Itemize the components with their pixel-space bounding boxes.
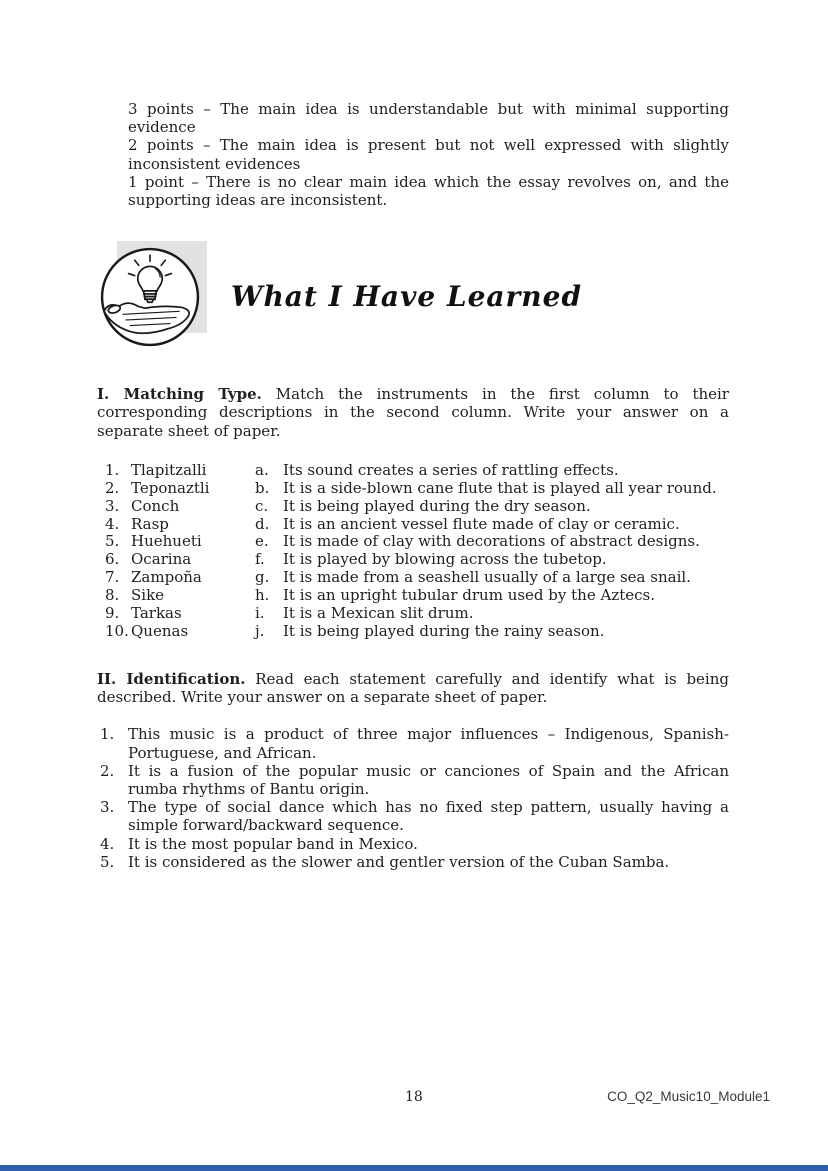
- matching-type-intro: [97, 385, 729, 440]
- instrument-label: Tarkas: [131, 604, 182, 623]
- description-row: [255, 480, 717, 498]
- description-text: Its sound creates a series of rattling effects.: [283, 460, 619, 479]
- description-row: [255, 516, 717, 534]
- description-text: It is made from a seashell usually of a large sea snail.: [283, 568, 691, 587]
- identification-instructions: Read each statement carefully and identify what is being described. Write your answer on a separate sheet of paper.: [97, 669, 729, 707]
- description-text: It is being played during the rainy season.: [283, 621, 605, 640]
- instrument-number: 8.: [105, 586, 120, 605]
- scoring-rubric: [128, 100, 729, 209]
- description-letter: a.: [255, 460, 269, 479]
- identification-list: [97, 725, 729, 871]
- rubric-line-3-points: 3 points – The main idea is understandable but with minimal supporting evidence: [128, 100, 729, 137]
- section-heading-what-i-have-learned: What I Have Learned: [231, 279, 583, 313]
- instrument-label: Ocarina: [131, 550, 192, 569]
- description-row: [255, 569, 717, 587]
- what-i-have-learned-header: [97, 241, 729, 351]
- page-number: 18: [405, 1089, 423, 1105]
- instrument-row: [105, 587, 255, 605]
- description-row: [255, 462, 717, 480]
- description-text: It is made of clay with decorations of abstract designs.: [283, 532, 700, 551]
- item-number: 5.: [100, 852, 115, 871]
- matching-type-title: I. Matching Type.: [97, 385, 262, 404]
- description-row: [255, 551, 717, 569]
- instrument-number: 4.: [105, 514, 120, 533]
- descriptions-column: [255, 462, 717, 641]
- instrument-number: 5.: [105, 532, 120, 551]
- identification-item: [100, 725, 729, 761]
- instrument-label: Huehueti: [131, 532, 202, 551]
- bottom-accent-bar: [0, 1165, 828, 1171]
- description-letter: b.: [255, 478, 270, 497]
- module-code: CO_Q2_Music10_Module1: [607, 1089, 770, 1104]
- description-row: [255, 498, 717, 516]
- instruments-column: [105, 462, 255, 641]
- instrument-label: Sike: [131, 586, 165, 605]
- instrument-number: 3.: [105, 496, 120, 515]
- instrument-label: Conch: [131, 496, 180, 515]
- instrument-label: Rasp: [131, 514, 169, 533]
- page-footer: [97, 1089, 770, 1109]
- description-letter: f.: [255, 550, 265, 569]
- description-letter: d.: [255, 514, 270, 533]
- item-number: 2.: [100, 761, 115, 780]
- description-row: [255, 623, 717, 641]
- instrument-number: 1.: [105, 460, 120, 479]
- item-text: It is a fusion of the popular music or canciones of Spain and the African rumba rhythms of Bantu origin.: [128, 761, 729, 798]
- item-text: It is the most popular band in Mexico.: [128, 834, 418, 853]
- lightbulb-in-hand-graphic: [99, 246, 201, 348]
- item-text: It is considered as the slower and gentler version of the Cuban Samba.: [128, 852, 670, 871]
- rubric-line-2-points: 2 points – The main idea is present but not well expressed with slightly inconsistent evidences: [128, 136, 729, 173]
- item-number: 3.: [100, 798, 115, 817]
- description-text: It is an ancient vessel flute made of clay or ceramic.: [283, 514, 680, 533]
- matching-type-instructions: Match the instruments in the first column to their corresponding descriptions in the second column. Write your answer on a separate sheet of paper.: [97, 385, 729, 440]
- description-letter: g.: [255, 568, 270, 587]
- instrument-label: Quenas: [131, 621, 189, 640]
- item-text: The type of social dance which has no fixed step pattern, usually having a simple forward/backward sequence.: [128, 798, 729, 835]
- description-text: It is a Mexican slit drum.: [283, 604, 474, 623]
- item-number: 4.: [100, 834, 115, 853]
- instrument-row: [105, 498, 255, 516]
- item-text: This music is a product of three major influences – Indigenous, Spanish-Portuguese, and African.: [128, 725, 729, 762]
- instrument-label: Tlapitzalli: [131, 460, 207, 479]
- description-letter: e.: [255, 532, 269, 551]
- description-row: [255, 605, 717, 623]
- instrument-row: [105, 462, 255, 480]
- identification-item: [100, 798, 729, 834]
- instrument-row: [105, 623, 255, 641]
- instrument-number: 9.: [105, 604, 120, 623]
- instrument-number: 2.: [105, 478, 120, 497]
- identification-item: [100, 835, 729, 853]
- instrument-number: 7.: [105, 568, 120, 587]
- description-letter: c.: [255, 496, 269, 515]
- description-letter: h.: [255, 586, 270, 605]
- instrument-row: [105, 480, 255, 498]
- description-text: It is a side-blown cane flute that is played all year round.: [283, 478, 717, 497]
- rubric-line-1-point: 1 point – There is no clear main idea which the essay revolves on, and the supporting ideas are inconsistent.: [128, 172, 729, 210]
- description-row: [255, 533, 717, 551]
- description-letter: i.: [255, 604, 265, 623]
- description-letter: j.: [255, 621, 265, 640]
- identification-item: [100, 853, 729, 871]
- identification-intro: [97, 670, 729, 706]
- identification-title: II. Identification.: [97, 669, 246, 688]
- instrument-label: Zampoña: [131, 568, 202, 587]
- instrument-row: [105, 569, 255, 587]
- description-text: It is an upright tubular drum used by the Aztecs.: [283, 586, 655, 605]
- instrument-label: Teponaztli: [131, 478, 210, 497]
- lightbulb-in-hand-icon: [97, 241, 213, 351]
- item-number: 1.: [100, 725, 115, 744]
- instrument-number: 6.: [105, 550, 120, 569]
- description-text: It is being played during the dry season.: [283, 496, 591, 515]
- matching-columns: [105, 462, 729, 641]
- instrument-row: [105, 605, 255, 623]
- identification-item: [100, 762, 729, 798]
- description-text: It is played by blowing across the tubetop.: [283, 550, 607, 569]
- instrument-row: [105, 533, 255, 551]
- instrument-number: 10.: [105, 621, 129, 640]
- description-row: [255, 587, 717, 605]
- instrument-row: [105, 551, 255, 569]
- instrument-row: [105, 516, 255, 534]
